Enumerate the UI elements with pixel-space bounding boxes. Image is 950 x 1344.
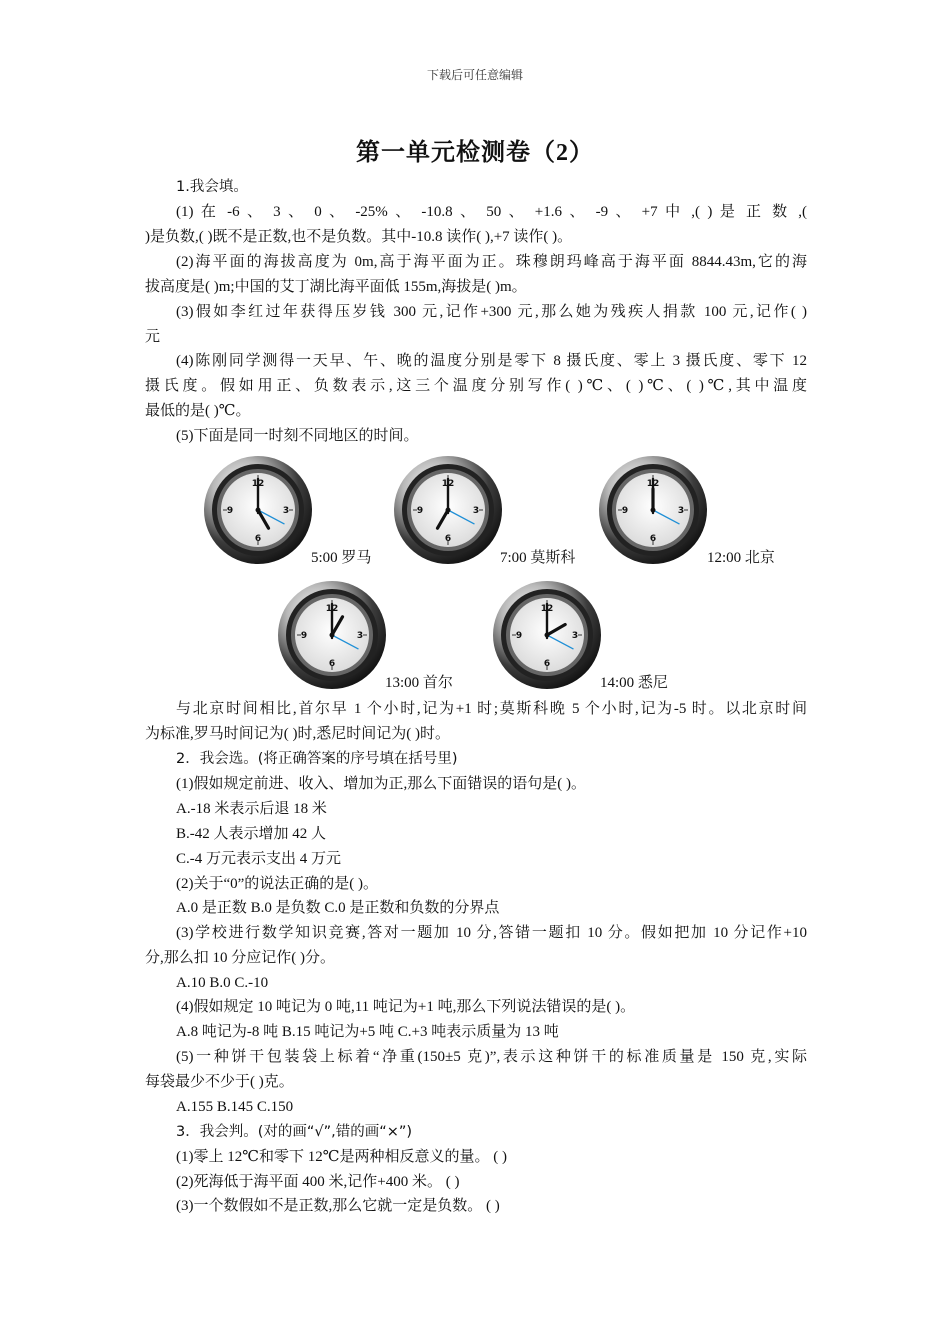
s1-q5-intro: (5)下面是同一时刻不同地区的时间。 (176, 428, 419, 444)
page-header: 下载后可任意编辑 (426, 68, 523, 82)
clock-icon (277, 580, 387, 690)
clock-icon (492, 580, 602, 690)
s1-q1-line2: )是负数,( )既不是正数,也不是负数。其中-10.8 读作( ),+7 读作( )。 (145, 229, 573, 245)
clock-center-pin (545, 633, 550, 638)
s2-q1-option-c: C.-4 万元表示支出 4 万元 (176, 851, 342, 867)
clock-center-pin (446, 508, 451, 513)
clock-center-pin (256, 508, 261, 513)
s1-q5-line2: 为标准,罗马时间记为( )时,悉尼时间记为( )时。 (145, 726, 450, 742)
clock-caption: 5:00 罗马 (311, 550, 372, 566)
clock-icon (393, 455, 503, 565)
page-title: 第一单元检测卷（2） (356, 140, 594, 166)
s1-q3-line1: (3)假如李红过年获得压岁钱 300 元,记作+300 元,那么她为残疾人捐款 100 元,记作( ) (176, 304, 807, 320)
clock-caption: 7:00 莫斯科 (500, 550, 576, 566)
s2-q5-line1: (5)一种饼干包装袋上标着“净重(150±5 克)”,表示这种饼干的标准质量是 150 克,实际 (176, 1049, 807, 1065)
clock-caption: 14:00 悉尼 (600, 675, 668, 691)
s1-q4-line1: (4)陈刚同学测得一天早、午、晚的温度分别是零下 8 摄氏度、零上 3 摄氏度、零下 12 (176, 353, 807, 369)
s2-q1-option-b: B.-42 人表示增加 42 人 (176, 826, 327, 842)
s1-q1-line1: (1) 在 -6 、 3 、 0 、 -25% 、 -10.8 、 50 、 +1.6 、 -9 、 +7 中 ,( ) 是 正 数 ,( (176, 204, 807, 220)
s2-q5-options: A.155 B.145 C.150 (176, 1099, 294, 1115)
s2-q4-options: A.8 吨记为-8 吨 B.15 吨记为+5 吨 C.+3 吨表示质量为 13 吨 (176, 1024, 559, 1040)
s2-q1: (1)假如规定前进、收入、增加为正,那么下面错误的语句是( )。 (176, 776, 586, 792)
section1-heading: 1.我会填。 (176, 179, 248, 195)
s1-q4-line3: 最低的是( )℃。 (145, 403, 251, 419)
s2-q3-line2: 分,那么扣 10 分应记作( )分。 (145, 950, 335, 966)
section2-heading: 2．我会选。(将正确答案的序号填在括号里) (176, 751, 458, 767)
s2-q1-option-a: A.-18 米表示后退 18 米 (176, 801, 327, 817)
s2-q2-options: A.0 是正数 B.0 是负数 C.0 是正数和负数的分界点 (176, 900, 500, 916)
clock-center-pin (651, 508, 656, 513)
clock-icon (203, 455, 313, 565)
s1-q2-line1: (2)海平面的海拔高度为 0m,高于海平面为正。珠穆朗玛峰高于海平面 8844.43m,它的海 (176, 254, 807, 270)
clock-center-pin (330, 633, 335, 638)
clock-caption: 12:00 北京 (707, 550, 775, 566)
s2-q3-options: A.10 B.0 C.-10 (176, 975, 269, 991)
s3-q3: (3)一个数假如不是正数,那么它就一定是负数。 ( ) (176, 1198, 500, 1214)
clock-caption: 13:00 首尔 (385, 675, 453, 691)
s2-q4: (4)假如规定 10 吨记为 0 吨,11 吨记为+1 吨,那么下列说法错误的是( )。 (176, 999, 636, 1015)
section3-heading: 3．我会判。(对的画“√”,错的画“×”) (176, 1124, 413, 1140)
s2-q5-line2: 每袋最少不少于( )克。 (145, 1074, 294, 1090)
s3-q1: (1)零上 12℃和零下 12℃是两种相反意义的量。 ( ) (176, 1149, 508, 1165)
s1-q2-line2: 拔高度是( )m;中国的艾丁湖比海平面低 155m,海拔是( )m。 (145, 279, 527, 295)
s1-q4-line2: 摄氏度。假如用正、负数表示,这三个温度分别写作( )℃、( )℃、( )℃,其中温度 (145, 378, 807, 394)
s1-q5-line1: 与北京时间相比,首尔早 1 个小时,记为+1 时;莫斯科晚 5 个小时,记为-5 时。以北京时间 (176, 701, 807, 717)
s2-q3-line1: (3)学校进行数学知识竞赛,答对一题加 10 分,答错一题扣 10 分。假如把加 10 分记作+10 (176, 925, 807, 941)
s3-q2: (2)死海低于海平面 400 米,记作+400 米。 ( ) (176, 1174, 460, 1190)
clock-icon (598, 455, 708, 565)
s1-q3-line2: 元 (145, 329, 161, 345)
s2-q2: (2)关于“0”的说法正确的是( )。 (176, 876, 379, 892)
